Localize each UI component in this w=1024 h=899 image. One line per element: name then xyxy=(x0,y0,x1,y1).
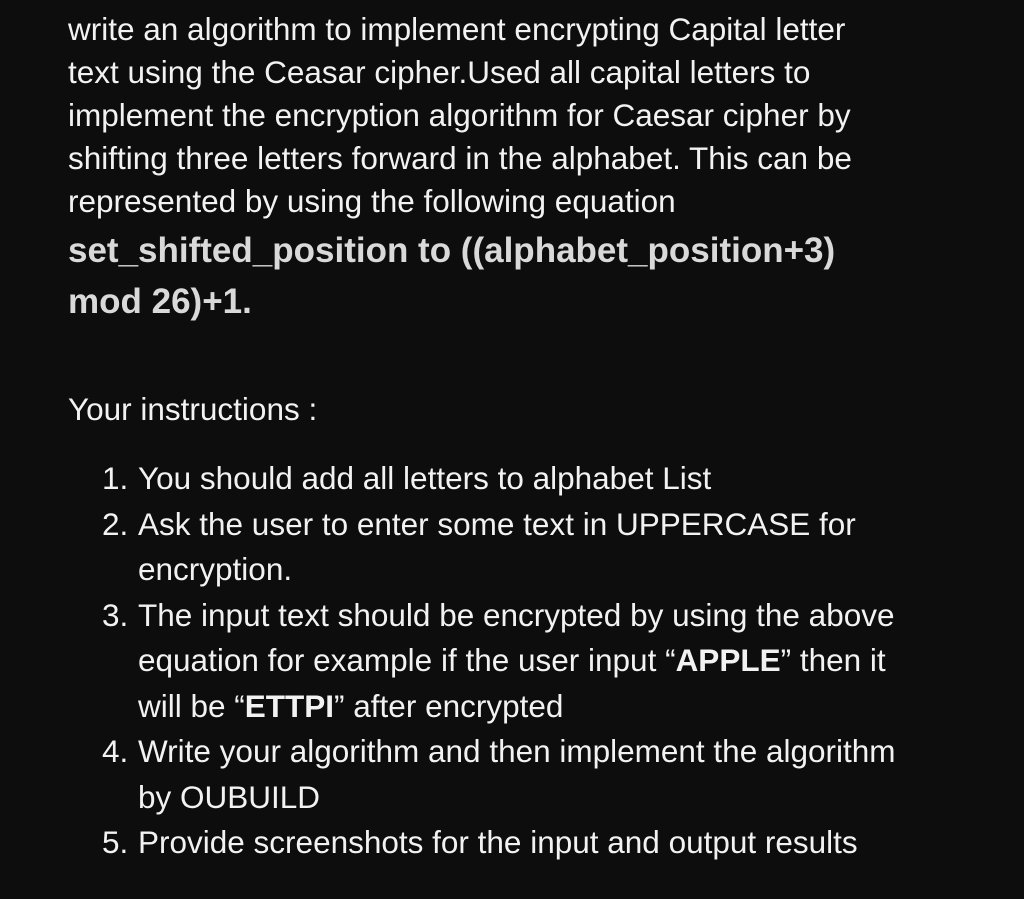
list-item-text: Ask the user to enter some text in UPPERCASE for xyxy=(138,505,856,542)
list-item-text: encryption. xyxy=(138,551,293,587)
list-item-number: 5. xyxy=(102,824,129,860)
list-item-text: by OUBUILD xyxy=(138,778,321,815)
equation-line: set_shifted_position to ((alphabet_position+3) xyxy=(68,231,836,270)
intro-paragraph xyxy=(68,8,968,223)
list-item-text xyxy=(138,684,982,730)
equation-line: mod 26)+1. xyxy=(68,282,252,321)
instructions-list xyxy=(102,456,982,866)
list-item-text xyxy=(138,638,982,684)
text-fragment: will be “ xyxy=(138,687,245,724)
intro-line: text using the Ceasar cipher.Used all capital letters to xyxy=(68,54,811,90)
list-item xyxy=(102,502,982,593)
list-item-number: 2. xyxy=(102,505,129,542)
example-input-text: APPLE xyxy=(675,642,781,678)
text-fragment: equation for example if the user input “ xyxy=(138,642,676,678)
list-item-text: Provide screenshots for the input and output results xyxy=(138,824,858,860)
equation-text xyxy=(68,225,968,327)
list-item xyxy=(102,820,982,866)
text-fragment: ” after encrypted xyxy=(334,687,564,724)
intro-line: implement the encryption algorithm for Caesar cipher by xyxy=(68,97,851,133)
list-item xyxy=(102,593,982,730)
list-item-text: The input text should be encrypted by using the above xyxy=(138,596,895,633)
list-item-number: 4. xyxy=(102,733,129,769)
list-item-number: 1. xyxy=(102,460,129,496)
text-fragment: ” then it xyxy=(780,642,886,678)
intro-line: represented by using the following equation xyxy=(68,183,676,219)
list-item xyxy=(102,456,982,502)
instructions-heading: Your instructions : xyxy=(68,391,318,427)
intro-line: shifting three letters forward in the alphabet. This can be xyxy=(68,140,852,176)
example-output-text: ETTPI xyxy=(244,687,335,724)
intro-line: write an algorithm to implement encrypting Capital letter xyxy=(68,11,846,47)
list-item-text: You should add all letters to alphabet List xyxy=(138,460,712,496)
list-item-number: 3. xyxy=(102,596,129,633)
list-item xyxy=(102,729,982,820)
list-item-text: Write your algorithm and then implement the algorithm xyxy=(138,733,896,769)
